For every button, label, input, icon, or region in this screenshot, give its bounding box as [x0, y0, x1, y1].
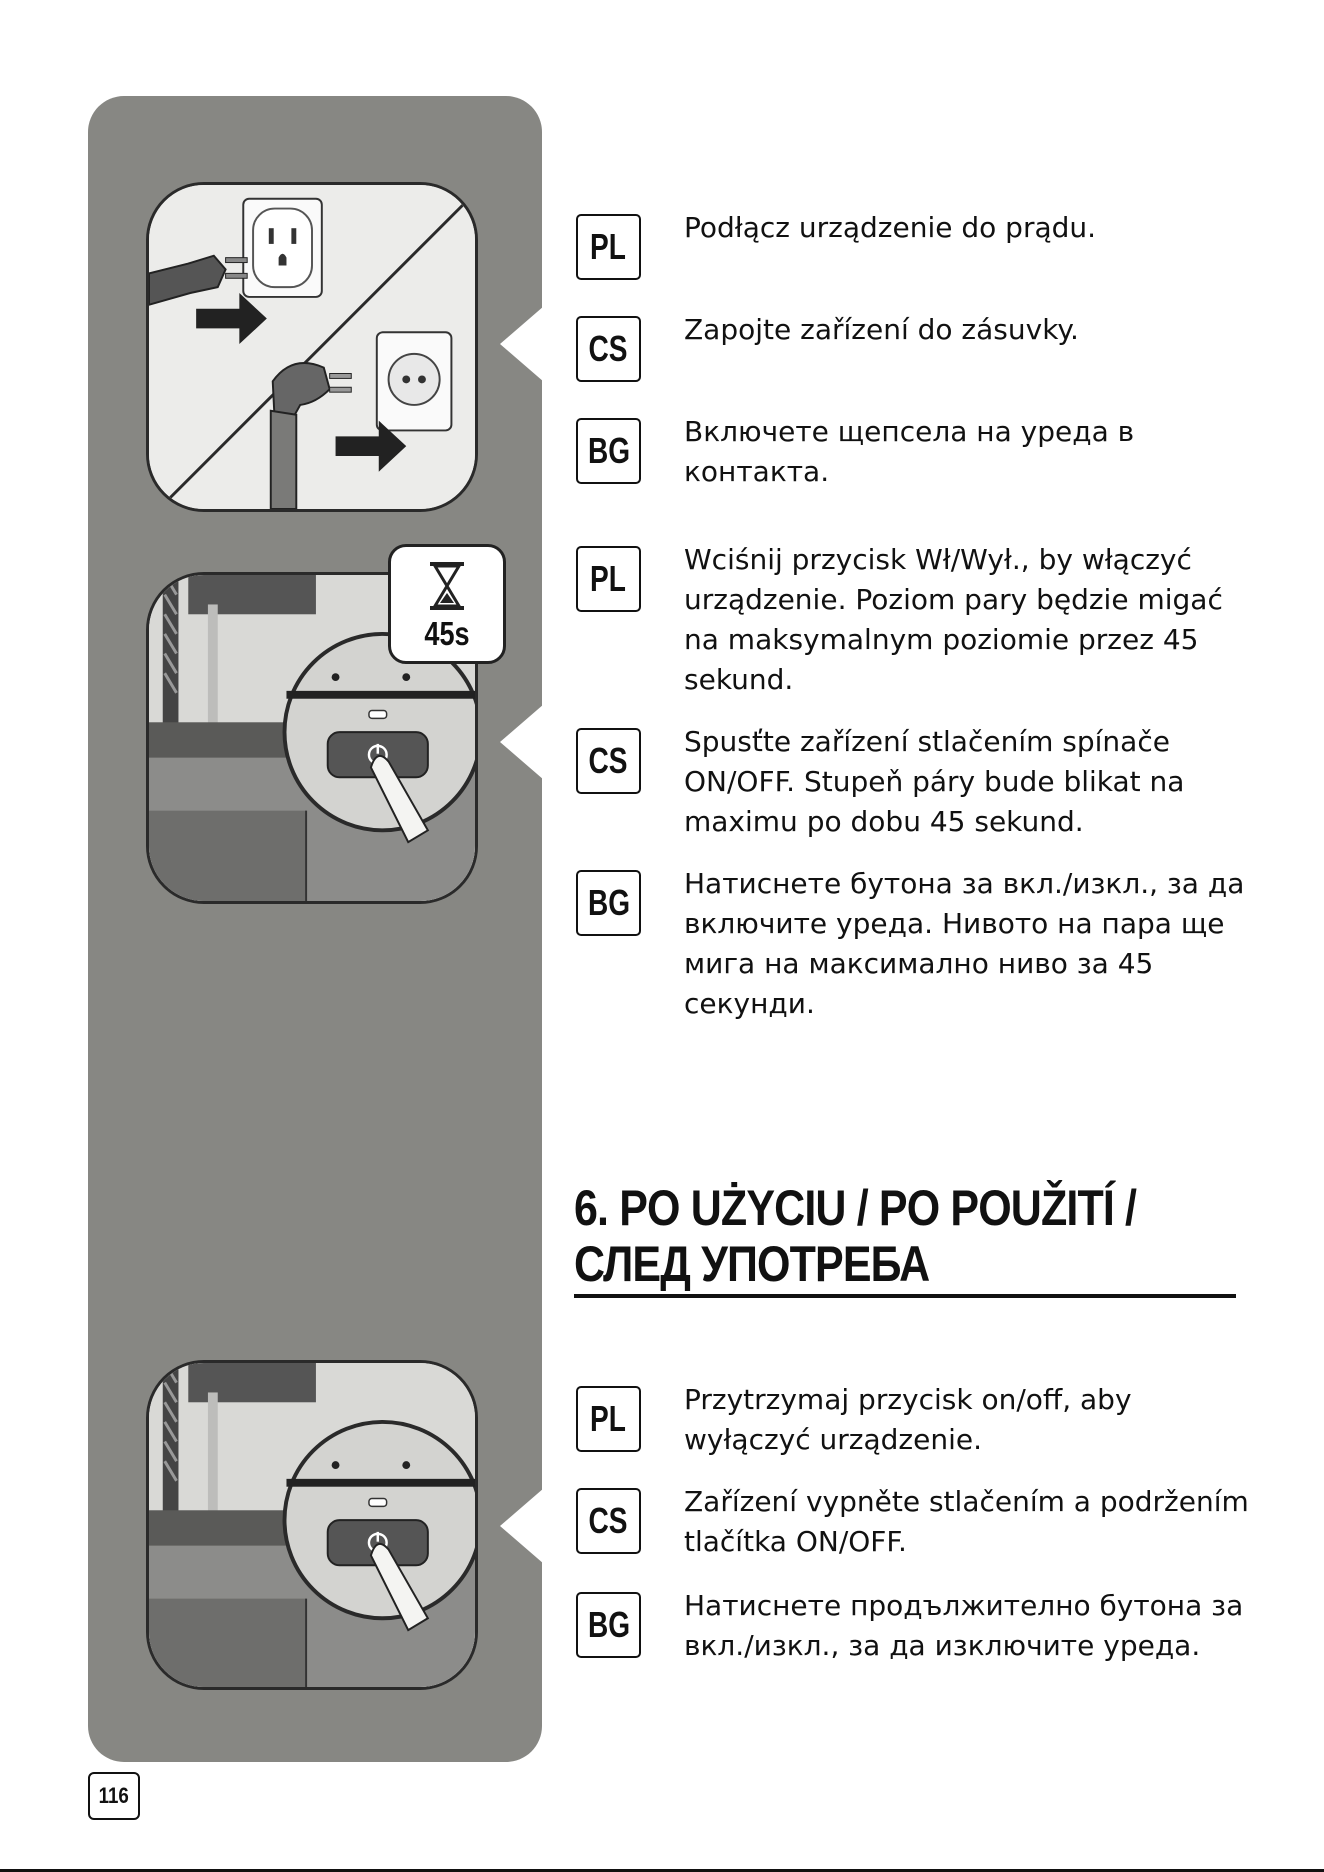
- section-divider: [574, 1294, 1236, 1298]
- power-off-illustration: [146, 1360, 478, 1690]
- callout-pointer: [500, 1488, 544, 1564]
- step-text: Podłącz urządzenie do prądu.: [684, 211, 1097, 244]
- section-title: 6. PO UŻYCIU / PO POUŽITÍ / СЛЕД УПОТРЕБА: [574, 1180, 1137, 1292]
- page-number: 116: [88, 1772, 140, 1820]
- language-badge: CS: [576, 728, 641, 794]
- language-badge: BG: [576, 418, 641, 484]
- step-text: Zapojte zařízení do zásuvky.: [684, 313, 1079, 346]
- callout-pointer: [500, 704, 544, 780]
- step-text: Натиснете продължително бутона за вкл./изкл., за да изключите уреда.: [684, 1589, 1244, 1662]
- step-text: Spusťte zařízení stlačením spínače ON/OFF. Stupeň páry bude blikat na maximu po dobu 45 sekund.: [684, 725, 1185, 838]
- language-badge: BG: [576, 870, 641, 936]
- hourglass-icon: [428, 561, 466, 611]
- plug-in-illustration: [146, 182, 478, 512]
- step-text: Включете щепсела на уреда в контакта.: [684, 415, 1135, 488]
- step-text: Wciśnij przycisk Wł/Wył., by włączyć urządzenie. Poziom pary będzie migać na maksymalnym poziomie przez 45 sekund.: [684, 543, 1223, 696]
- timer-badge: [388, 544, 506, 664]
- plug-socket-icon: [149, 185, 475, 509]
- step-text: Натиснете бутона за вкл./изкл., за да включите уреда. Нивото на пара ще мига на максимално ниво за 45 секунди.: [684, 867, 1245, 1020]
- language-badge: PL: [576, 546, 641, 612]
- language-badge: PL: [576, 1386, 641, 1452]
- power-button-hold-icon: [149, 1363, 475, 1687]
- language-badge: CS: [576, 1488, 641, 1554]
- timer-label: 45s: [424, 615, 470, 652]
- language-badge: PL: [576, 214, 641, 280]
- step-text: Zařízení vypněte stlačením a podržením tlačítka ON/OFF.: [684, 1485, 1249, 1558]
- callout-pointer: [500, 306, 544, 382]
- language-badge: CS: [576, 316, 641, 382]
- language-badge: BG: [576, 1592, 641, 1658]
- step-text: Przytrzymaj przycisk on/off, aby wyłączyć urządzenie.: [684, 1383, 1132, 1456]
